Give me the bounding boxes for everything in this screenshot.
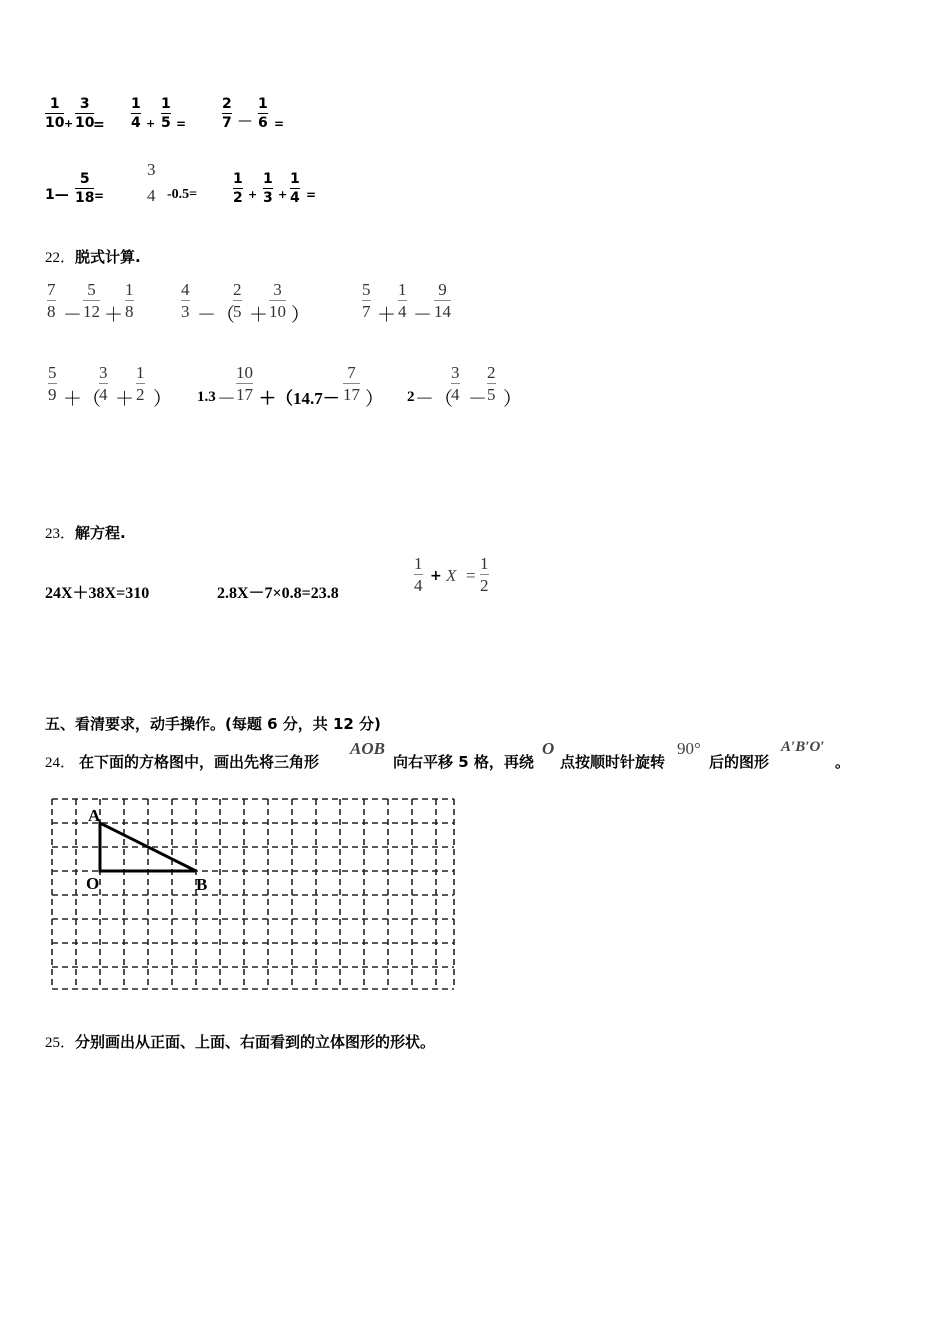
- fraction: 1 4: [414, 554, 423, 595]
- fraction: 5 12: [83, 280, 100, 321]
- fraction: 1 8: [125, 280, 134, 321]
- fraction: 1 2: [480, 554, 489, 595]
- equals-sign: =: [466, 566, 476, 585]
- fraction: 10 17: [236, 363, 253, 404]
- operator: +: [278, 188, 288, 201]
- operator: +: [64, 117, 74, 130]
- point-a-label: A: [88, 806, 101, 825]
- fraction: 3 4: [147, 160, 156, 205]
- fraction: 7 17: [343, 363, 360, 404]
- fraction: 1 5: [161, 96, 171, 131]
- question-24-text: 24． 在下面的方格图中，画出先将三角形 AOB 向右平移 5 格，再绕 O 点按顺时针旋转 90° 后的图形 A′B′O′ 。: [45, 739, 851, 771]
- paren: ）: [503, 389, 523, 410]
- fraction: 3 4: [99, 363, 108, 404]
- operator: －: [413, 305, 433, 326]
- fraction: 1 4: [290, 171, 300, 206]
- operator: ＋: [249, 305, 269, 326]
- operator: －: [63, 305, 83, 326]
- equals-sign: =: [176, 117, 187, 131]
- fraction: 1 2: [136, 363, 145, 404]
- point-o-label: O: [86, 874, 100, 893]
- fraction: 9 14: [434, 280, 451, 321]
- operator: ＋: [115, 389, 135, 410]
- operator: +: [430, 568, 442, 584]
- fraction: 5 18: [75, 171, 95, 206]
- operator: ＋（: [63, 389, 102, 410]
- question-22-heading: 22．脱式计算.: [45, 248, 141, 266]
- operator: －（: [197, 305, 236, 326]
- paren: ）: [153, 389, 173, 410]
- fraction: 1 4: [398, 280, 407, 321]
- fraction: 1 10: [45, 96, 65, 131]
- fraction: 4 3: [181, 280, 190, 321]
- equation-1: 24X＋38X=310: [45, 585, 150, 602]
- question-23-heading: 23．解方程.: [45, 524, 126, 542]
- equals-sign: =: [306, 188, 317, 202]
- operator-term: -0.5=: [167, 187, 198, 202]
- lead-term: 2: [407, 389, 415, 405]
- variable-x: X: [446, 566, 457, 585]
- lead-term: 1.3: [197, 389, 216, 405]
- paren: ）: [365, 389, 385, 410]
- lead-term: 1—: [45, 187, 69, 203]
- fraction: 1 6: [258, 96, 268, 131]
- operator: ＋: [377, 305, 397, 326]
- equals-sign: =: [93, 117, 105, 133]
- point-b-label: B: [196, 875, 208, 894]
- equation-2: 2.8X－7×0.8=23.8: [217, 585, 339, 602]
- fraction: 1 4: [131, 96, 141, 131]
- operator: +: [146, 117, 156, 130]
- grid-svg: [50, 797, 456, 991]
- operator: —: [238, 113, 252, 129]
- paren: ）: [291, 305, 311, 326]
- fraction: 1 2: [233, 171, 243, 206]
- fraction: 5 9: [48, 363, 57, 404]
- operator: －: [217, 389, 237, 410]
- square-grid: [50, 797, 456, 991]
- fraction: 7 8: [47, 280, 56, 321]
- operator-term: ＋（14.7－: [259, 389, 340, 408]
- question-25-text: 25．分别画出从正面、上面、右面看到的立体图形的形状。: [45, 1033, 436, 1051]
- operator: +: [248, 188, 258, 201]
- operator: ＋: [104, 305, 124, 326]
- section-5-title: 五、看清要求，动手操作。(每题 6 分，共 12 分): [45, 715, 381, 733]
- equals-sign: =: [274, 117, 285, 131]
- fraction: 3 10: [269, 280, 286, 321]
- operator: －（: [415, 389, 454, 410]
- fraction: 2 5: [487, 363, 496, 404]
- fraction: 2 5: [233, 280, 242, 321]
- equals-sign: =: [94, 189, 105, 203]
- fraction: 3 4: [451, 363, 460, 404]
- fraction: 3 10: [75, 96, 95, 131]
- fraction: 5 7: [362, 280, 371, 321]
- fraction: 1 3: [263, 171, 273, 206]
- operator: －: [468, 389, 488, 410]
- fraction: 2 7: [222, 96, 232, 131]
